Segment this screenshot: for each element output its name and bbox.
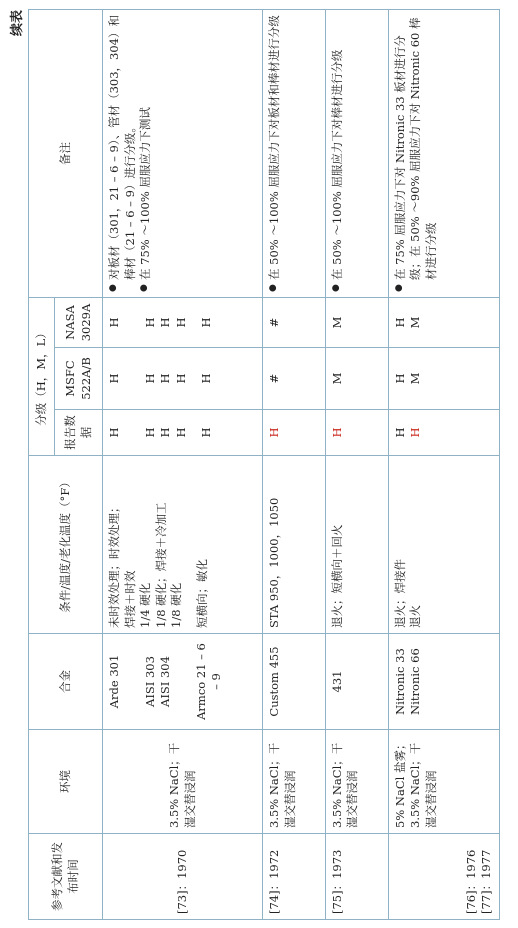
continued-label: 续表 (10, 9, 25, 36)
condition-line: 焊接＋时效 (122, 570, 137, 628)
condition-cell: STA 950，1000，1050 (263, 456, 326, 634)
note-bullet: ● 在 75% ～100% 屈服应力下测试 (138, 15, 154, 280)
ref-cell: [74]：1972 (263, 834, 326, 920)
grade-value: H (199, 373, 214, 384)
alloy-line: Nitronic 33 (392, 648, 407, 715)
grade-value: M (408, 372, 423, 385)
table-row (388, 10, 499, 920)
condition-line: 短横向；敏化 (194, 559, 209, 628)
col-header-grade-group: 分级（H，M，L） (29, 298, 55, 456)
note-cell (388, 10, 499, 298)
note-cell (325, 10, 388, 298)
condition-line: 退火 (408, 605, 423, 628)
grade-value: H (392, 317, 407, 328)
col-header-ref: 参考文献和发布时间 (29, 834, 103, 920)
note-cell (263, 10, 326, 298)
grade-value: H (158, 373, 173, 384)
grade-value: H (107, 427, 121, 438)
col-header-nasa: NASA 3029A (55, 298, 103, 348)
grade-value: H (392, 427, 407, 438)
environment-cell: 3.5% NaCl；干湿交替浸润 (325, 730, 388, 834)
report-grade-cell: H (263, 410, 326, 456)
condition-line: 1/8 硬化 (169, 582, 184, 628)
alloy-line: Nitronic 66 (408, 648, 423, 715)
grade-value: H (173, 317, 188, 328)
grade-value: H (408, 427, 423, 438)
grade-value: H (142, 317, 157, 328)
nasa-grade-cell: M (325, 298, 388, 348)
environment-cell: 3.5% NaCl；干湿交替浸润 (103, 730, 263, 834)
condition-line: 未时效处理；时效处理； (107, 501, 121, 628)
nasa-grade-cell (388, 298, 499, 348)
alloy-line: AISI 304 (158, 656, 173, 707)
msfc-grade-cell (388, 348, 499, 410)
grade-value: M (408, 316, 423, 329)
alloy-cell (103, 634, 263, 730)
note-cell (103, 10, 263, 298)
alloy-line: Armco 21 – 6 – 9 (193, 643, 224, 720)
msfc-grade-cell: # (263, 348, 326, 410)
grade-value: H (199, 317, 214, 328)
grade-value: H (392, 373, 407, 384)
alloy-cell: Custom 455 (263, 634, 326, 730)
note-bullet: ● 在 50% ～100% 屈服应力下对板材和棒材进行分级 (267, 15, 283, 280)
msfc-grade-cell (103, 348, 263, 410)
alloy-cell: 431 (325, 634, 388, 730)
msfc-grade-cell: M (325, 348, 388, 410)
table-row (103, 10, 263, 920)
col-header-report: 报告数据 (55, 410, 103, 456)
report-grade-cell: H (325, 410, 388, 456)
data-table (28, 9, 500, 920)
report-grade-cell (103, 410, 263, 456)
grade-value: H (107, 317, 121, 328)
col-header-note: 备注 (29, 10, 103, 298)
grade-value: H (158, 317, 173, 328)
grade-value: H (158, 427, 173, 438)
table-row (263, 10, 326, 920)
grade-value: H (173, 427, 188, 438)
table-row (325, 10, 388, 920)
ref-cell: [73]：1970 (103, 834, 263, 920)
col-header-condition: 条件/温度/老化温度（°F） (29, 456, 103, 634)
grade-value: H (142, 427, 157, 438)
ref-cell: [75]：1973 (325, 834, 388, 920)
report-grade-cell (388, 410, 499, 456)
col-header-alloy: 合金 (29, 634, 103, 730)
note-bullet: ● 对板材（301，21 – 6 – 9）、管材（303，304）和棒材（21 – 6 – 9）进行分级。 (107, 15, 138, 280)
alloy-cell (388, 634, 499, 730)
grade-value: H (107, 373, 121, 384)
nasa-grade-cell: # (263, 298, 326, 348)
grade-value: H (142, 373, 157, 384)
col-header-msfc: MSFC 522A/B (55, 348, 103, 410)
alloy-line: AISI 303 (142, 656, 157, 707)
condition-cell (388, 456, 499, 634)
condition-line: 退火；焊接件 (392, 559, 407, 628)
environment-cell: 5% NaCl 盐雾；3.5% NaCl；干湿交替浸润 (388, 730, 499, 834)
environment-cell: 3.5% NaCl；干湿交替浸润 (263, 730, 326, 834)
nasa-grade-cell (103, 298, 263, 348)
alloy-line: Arde 301 (107, 654, 121, 709)
condition-line: 1/8 硬化；焊接＋冷加工 (153, 502, 168, 628)
condition-cell: 退火；短横向＋回火 (325, 456, 388, 634)
col-header-environment: 环境 (29, 730, 103, 834)
grade-value: H (199, 427, 214, 438)
ref-cell: [76]：1976 [77]：1977 (388, 834, 499, 920)
condition-cell (103, 456, 263, 634)
grade-value: H (173, 373, 188, 384)
condition-line: 1/4 硬化 (138, 582, 153, 628)
note-bullet: ● 在 50% ～100% 屈服应力下对棒材进行分级 (330, 15, 346, 280)
note-bullet: ● 在 75% 屈服应力下对 Nitronic 33 板材进行分级；在 50% ～90% 屈服应力下对 Nitronic 60 棒材进行分级 (393, 15, 440, 280)
